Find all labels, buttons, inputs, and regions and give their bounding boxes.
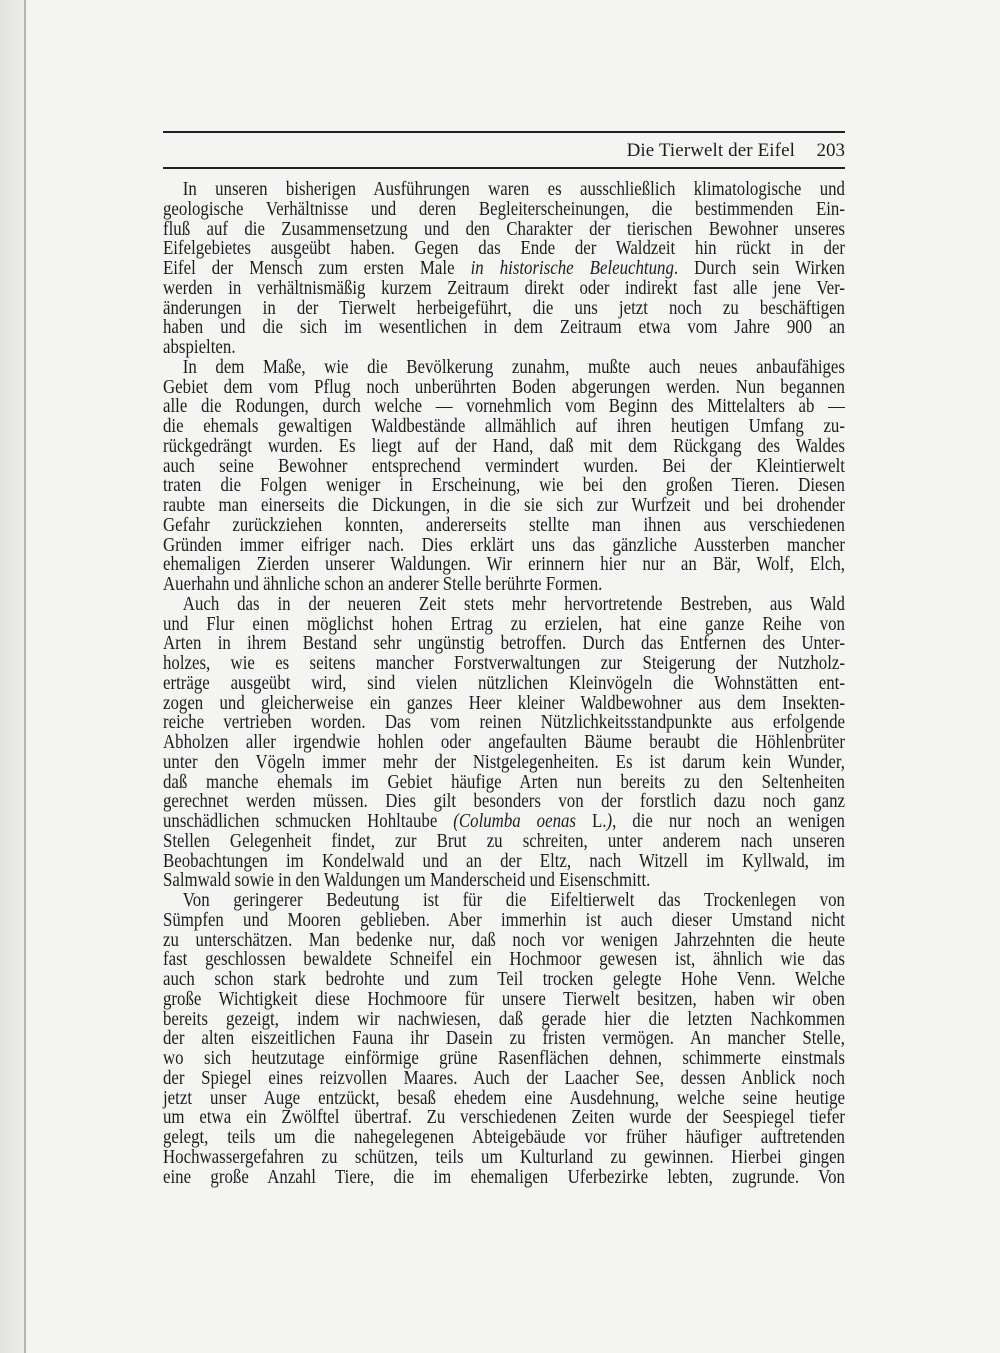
text-line: In unseren bisherigen Ausführungen waren es ausschließlich klimatologische und [182,179,845,200]
running-head [163,131,845,169]
text-line: Von geringerer Bedeutung ist für die Eifeltierwelt das Trockenlegen von [182,890,845,911]
text-line: Abholzen aller irgendwie hohlen oder angefaulten Bäume beraubt die Höhlenbrüter [163,732,845,753]
text-line: Gefahr zurückziehen konnten, andererseits stellte man ihnen aus verschiedenen [163,514,845,536]
page-edge-line [24,0,26,1353]
text-line: gelegt, teils um die nahegelegenen Abteigebäude vor früher häufiger auftretenden [163,1127,845,1148]
text-line: die ehemals gewaltigen Waldbestände allmählich auf ihren heutigen Umfang zu- [163,416,845,437]
text-line: abspielten. [163,337,236,358]
text-line: zu unterschätzen. Man bedenke nur, daß noch vor wenigen Jahrzehnten die heute [163,929,845,951]
text-line: raubte man einerseits die Dickungen, in die sie sich zur Wurfzeit und bei drohender [163,495,845,516]
body-text [163,180,845,1187]
text-line: daß manche ehemals im Gebiet häufige Arten nun bereits zu den Seltenheiten [163,771,845,793]
text-line: große Wichtigkeit diese Hochmoore für unsere Tierwelt besitzen, haben wir oben [163,988,845,1010]
text-line: fluß auf die Zusammensetzung und den Charakter der tierischen Bewohner unseres [163,218,845,240]
paragraph [163,595,845,891]
text-line: Gründen immer eifriger nach. Dies erklärt uns das gänzliche Aussterben mancher [163,534,845,556]
page-number: 203 [816,140,845,161]
text-line: und Flur einen möglichst hohen Ertrag zu erzielen, hat eine ganze Reihe von [163,613,845,635]
text-line: der Spiegel eines reizvollen Maares. Auch der Laacher See, dessen Anblick noch [163,1067,845,1089]
text-line: geologische Verhältnisse und deren Begleiterscheinungen, die bestimmenden Ein- [163,198,845,220]
text-line: eine große Anzahl Tiere, die im ehemaligen Uferbezirke lebten, zugrunde. Von [163,1166,845,1188]
text-line: auch schon stark bedrohte und zum Teil trocken gelegte Hohe Venn. Welche [163,969,845,990]
text-line: gerechnet werden müssen. Dies gilt besonders von der forstlich dazu noch ganz [163,791,845,813]
text-line: Arten in ihrem Bestand sehr ungünstig betroffen. Durch das Entfernen des Unter- [163,633,845,655]
text-line: reiche vertrieben worden. Das vom reinen Nützlichkeitsstandpunkte aus erfolgende [163,712,845,734]
text-line: Auerhahn und ähnliche schon an anderer Stelle berührte Formen. [163,574,603,595]
text-line: Eifel der Mensch zum ersten Male in historische Beleuchtung. Durch sein Wirken [163,258,845,279]
italic-text: (Columba oenas [453,811,577,832]
text-line: erträge ausgeübt wird, sind vielen nützlichen Kleinvögeln die Wohnstätten ent- [163,672,845,694]
paragraph [163,358,845,595]
text-line: der alten eiszeitlichen Fauna ihr Dasein zu fristen vermögen. An mancher Stelle, [163,1028,845,1050]
text-line: holzes, wie es seitens mancher Forstverwaltungen zur Steigerung der Nutzholz- [163,653,845,674]
paragraph [163,891,845,1187]
italic-text: in historische Beleuchtung [470,258,674,279]
page-gutter-shadow [0,0,24,1353]
text-line: alle die Rodungen, durch welche — vornehmlich vom Beginn des Mittelalters ab — [163,396,845,418]
text-line: unschädlichen schmucken Hohltaube (Columba oenas L.), die nur noch an wenigen [163,811,845,832]
text-line: Beobachtungen im Kondelwald und an der Eltz, nach Witzell im Kyllwald, im [163,850,845,872]
text-line: auch seine Bewohner entsprechend vermindert wurden. Bei der Kleintierwelt [163,455,845,477]
text-line: ehemaligen Zierden unserer Waldungen. Wir erinnern hier nur an Bär, Wolf, Elch, [163,554,845,576]
text-line: Sümpfen und Mooren geblieben. Aber immerhin ist auch dieser Umstand nicht [163,909,845,931]
text-line: jetzt unser Auge entzückt, besaß ehedem eine Ausdehnung, welche seine heutige [163,1087,845,1109]
italic-text: ) [606,811,613,832]
text-line: bereits gezeigt, indem wir nachwiesen, daß gerade hier die letzten Nachkommen [163,1008,845,1030]
text-line: Auch das in der neueren Zeit stets mehr hervortretende Bestreben, aus Wald [182,593,845,615]
text-line: Hochwassergefahren zu schützen, teils um Kulturland zu gewinnen. Hierbei gingen [163,1146,845,1168]
text-line: um etwa ein Zwölftel übertraf. Zu verschiedenen Zeiten wurde der Seespiegel tiefer [163,1107,845,1129]
text-line: Salmwald sowie in den Waldungen um Manderscheid und Eisenschmitt. [163,870,651,892]
text-line: änderungen in der Tierwelt herbeigeführt, die uns jetzt noch zu beschäftigen [163,297,845,319]
text-line: traten die Folgen weniger in Erscheinung, wie bei den großen Tieren. Diesen [163,475,845,497]
text-line: zogen und gleicherweise ein ganzes Heer kleiner Waldbewohner aus dem Insekten- [163,692,845,714]
text-line: Stellen Gelegenheit findet, zur Brut zu schreiten, unter anderem nach unseren [163,830,845,852]
text-line: Eifelgebietes ausgeübt haben. Gegen das Ende der Waldzeit hin rückt in der [163,238,845,260]
text-line: werden in verhältnismäßig kurzem Zeitraum direkt oder indirekt fast alle jene Ver- [163,277,845,299]
text-line: rückgedrängt wurden. Es liegt auf der Hand, daß mit dem Rückgang des Waldes [163,435,845,457]
running-head-title: Die Tierwelt der Eifel [626,140,795,161]
text-line: Gebiet dem vom Pflug noch unberührten Boden abgerungen werden. Nun begannen [163,376,845,398]
text-line: haben und die sich im wesentlichen in dem Zeitraum etwa vom Jahre 900 an [163,317,845,339]
text-line: wo sich heutzutage einförmige grüne Rasenflächen dehnen, schimmerte einstmals [163,1048,845,1069]
text-line: fast geschlossen bewaldete Schneifel ein Hochmoor gewesen ist, ähnlich wie das [163,949,845,971]
text-line: In dem Maße, wie die Bevölkerung zunahm, mußte auch neues anbaufähiges [182,356,845,378]
paragraph [163,180,845,358]
text-line: unter den Vögeln immer mehr der Nistgelegenheiten. Es ist darum kein Wunder, [163,751,845,773]
